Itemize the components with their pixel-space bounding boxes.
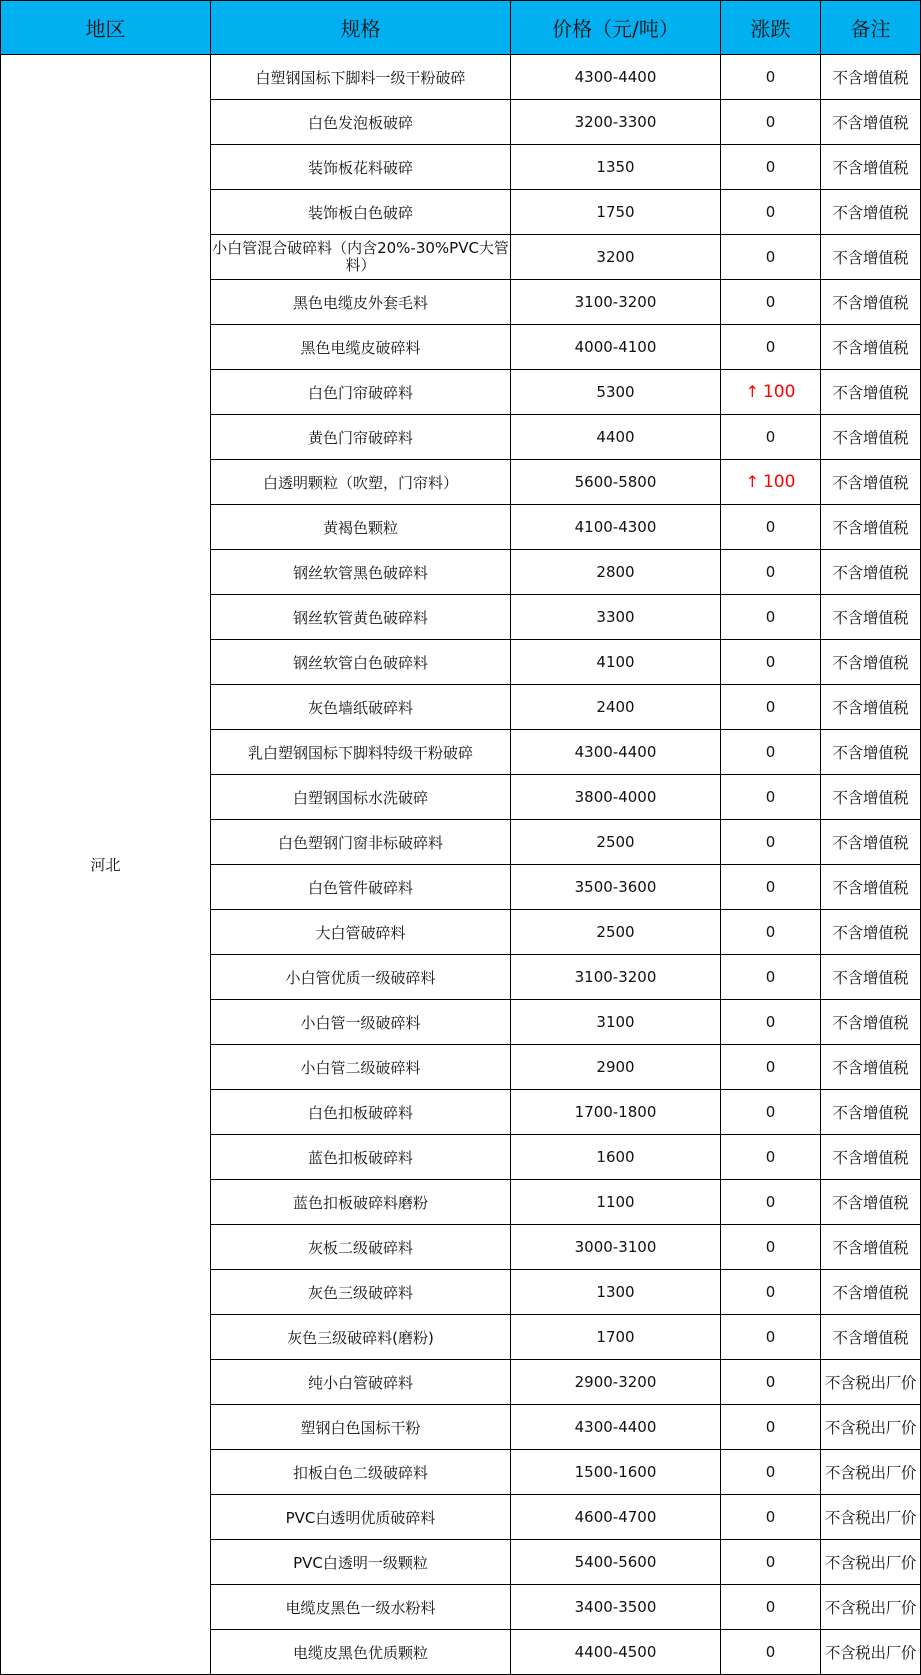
- note-cell: 不含增值税: [821, 910, 921, 955]
- note-cell: 不含增值税: [821, 1135, 921, 1180]
- change-cell: 0: [721, 1000, 821, 1045]
- price-cell: 1100: [511, 1180, 721, 1225]
- note-cell: 不含税出厂价: [821, 1450, 921, 1495]
- change-cell: 0: [721, 415, 821, 460]
- note-cell: 不含增值税: [821, 55, 921, 100]
- change-cell: [721, 460, 821, 505]
- note-cell: 不含税出厂价: [821, 1540, 921, 1585]
- spec-cell: 白色塑钢门窗非标破碎料: [211, 820, 511, 865]
- note-cell: 不含增值税: [821, 190, 921, 235]
- note-cell: 不含增值税: [821, 730, 921, 775]
- price-cell: 5400-5600: [511, 1540, 721, 1585]
- change-cell: 0: [721, 775, 821, 820]
- change-cell: 0: [721, 730, 821, 775]
- spec-cell: 黄色门帘破碎料: [211, 415, 511, 460]
- change-cell: 0: [721, 1180, 821, 1225]
- note-cell: 不含税出厂价: [821, 1630, 921, 1675]
- note-cell: 不含税出厂价: [821, 1360, 921, 1405]
- price-cell: 3800-4000: [511, 775, 721, 820]
- change-cell: 0: [721, 955, 821, 1000]
- price-cell: 1350: [511, 145, 721, 190]
- spec-cell: 小白管一级破碎料: [211, 1000, 511, 1045]
- change-cell: 0: [721, 145, 821, 190]
- note-cell: 不含增值税: [821, 1180, 921, 1225]
- price-cell: 4300-4400: [511, 1405, 721, 1450]
- header-spec: 规格: [211, 1, 511, 55]
- note-cell: 不含增值税: [821, 370, 921, 415]
- change-cell: 0: [721, 1315, 821, 1360]
- note-cell: 不含增值税: [821, 595, 921, 640]
- price-cell: 3200: [511, 235, 721, 280]
- spec-cell: 白塑钢国标下脚料一级干粉破碎: [211, 55, 511, 100]
- price-cell: 3300: [511, 595, 721, 640]
- change-cell: 0: [721, 685, 821, 730]
- spec-cell: 白色扣板破碎料: [211, 1090, 511, 1135]
- note-cell: 不含增值税: [821, 280, 921, 325]
- note-cell: 不含增值税: [821, 505, 921, 550]
- change-cell: 0: [721, 1495, 821, 1540]
- spec-cell: 小白管二级破碎料: [211, 1045, 511, 1090]
- spec-cell: 小白管优质一级破碎料: [211, 955, 511, 1000]
- spec-cell: 白色管件破碎料: [211, 865, 511, 910]
- price-cell: 1300: [511, 1270, 721, 1315]
- spec-cell: 灰板二级破碎料: [211, 1225, 511, 1270]
- price-cell: 4300-4400: [511, 55, 721, 100]
- change-value: 100: [762, 472, 796, 492]
- note-cell: 不含增值税: [821, 415, 921, 460]
- price-cell: 2500: [511, 910, 721, 955]
- header-price: 价格（元/吨）: [511, 1, 721, 55]
- note-cell: 不含增值税: [821, 550, 921, 595]
- change-cell: 0: [721, 505, 821, 550]
- change-cell: 0: [721, 325, 821, 370]
- price-cell: 5300: [511, 370, 721, 415]
- note-cell: 不含增值税: [821, 235, 921, 280]
- price-cell: 3500-3600: [511, 865, 721, 910]
- change-cell: 0: [721, 1225, 821, 1270]
- note-cell: 不含增值税: [821, 1045, 921, 1090]
- up-arrow-icon: ↑: [745, 382, 759, 401]
- note-cell: 不含增值税: [821, 145, 921, 190]
- spec-cell: PVC白透明一级颗粒: [211, 1540, 511, 1585]
- spec-cell: 扣板白色二级破碎料: [211, 1450, 511, 1495]
- spec-cell: 塑钢白色国标干粉: [211, 1405, 511, 1450]
- spec-cell: 装饰板花料破碎: [211, 145, 511, 190]
- price-cell: 2800: [511, 550, 721, 595]
- price-cell: 4600-4700: [511, 1495, 721, 1540]
- price-cell: 4000-4100: [511, 325, 721, 370]
- note-cell: 不含税出厂价: [821, 1405, 921, 1450]
- spec-cell: 纯小白管破碎料: [211, 1360, 511, 1405]
- note-cell: 不含增值税: [821, 1090, 921, 1135]
- change-cell: 0: [721, 550, 821, 595]
- note-cell: 不含增值税: [821, 460, 921, 505]
- spec-cell: 白色发泡板破碎: [211, 100, 511, 145]
- region-cell: 河北: [1, 55, 211, 1675]
- note-cell: 不含增值税: [821, 1225, 921, 1270]
- change-cell: 0: [721, 1270, 821, 1315]
- price-cell: 2500: [511, 820, 721, 865]
- price-cell: 2900-3200: [511, 1360, 721, 1405]
- spec-cell: 白塑钢国标水洗破碎: [211, 775, 511, 820]
- price-cell: 4300-4400: [511, 730, 721, 775]
- price-cell: 1600: [511, 1135, 721, 1180]
- note-cell: 不含增值税: [821, 865, 921, 910]
- spec-cell: 灰色墙纸破碎料: [211, 685, 511, 730]
- price-cell: 3100-3200: [511, 955, 721, 1000]
- note-cell: 不含增值税: [821, 820, 921, 865]
- note-cell: 不含增值税: [821, 1315, 921, 1360]
- price-cell: 2900: [511, 1045, 721, 1090]
- change-cell: 0: [721, 1135, 821, 1180]
- spec-cell: 小白管混合破碎料（内含20%-30%PVC大管料）: [211, 235, 511, 280]
- price-cell: 1700: [511, 1315, 721, 1360]
- table-body: [1, 55, 921, 1675]
- note-cell: 不含增值税: [821, 640, 921, 685]
- change-cell: 0: [721, 1630, 821, 1675]
- change-cell: 0: [721, 1090, 821, 1135]
- change-cell: 0: [721, 1045, 821, 1090]
- price-cell: 5600-5800: [511, 460, 721, 505]
- header-change: 涨跌: [721, 1, 821, 55]
- price-cell: 3100: [511, 1000, 721, 1045]
- change-cell: 0: [721, 1405, 821, 1450]
- note-cell: 不含增值税: [821, 775, 921, 820]
- price-cell: 3400-3500: [511, 1585, 721, 1630]
- change-cell: 0: [721, 190, 821, 235]
- note-cell: 不含增值税: [821, 1270, 921, 1315]
- spec-cell: 钢丝软管黄色破碎料: [211, 595, 511, 640]
- note-cell: 不含增值税: [821, 685, 921, 730]
- note-cell: 不含税出厂价: [821, 1495, 921, 1540]
- spec-cell: PVC白透明优质破碎料: [211, 1495, 511, 1540]
- price-cell: 1750: [511, 190, 721, 235]
- price-cell: 1500-1600: [511, 1450, 721, 1495]
- price-cell: 4400: [511, 415, 721, 460]
- note-cell: 不含税出厂价: [821, 1585, 921, 1630]
- spec-cell: 蓝色扣板破碎料磨粉: [211, 1180, 511, 1225]
- spec-cell: 大白管破碎料: [211, 910, 511, 955]
- price-cell: 3100-3200: [511, 280, 721, 325]
- table-row: [1, 55, 921, 100]
- spec-cell: 装饰板白色破碎: [211, 190, 511, 235]
- price-cell: 4100: [511, 640, 721, 685]
- spec-cell: 白色门帘破碎料: [211, 370, 511, 415]
- price-cell: 2400: [511, 685, 721, 730]
- change-cell: 0: [721, 100, 821, 145]
- note-cell: 不含增值税: [821, 955, 921, 1000]
- change-cell: 0: [721, 865, 821, 910]
- spec-cell: 电缆皮黑色优质颗粒: [211, 1630, 511, 1675]
- change-cell: 0: [721, 1360, 821, 1405]
- header-region: 地区: [1, 1, 211, 55]
- change-cell: 0: [721, 1540, 821, 1585]
- spec-cell: 黑色电缆皮破碎料: [211, 325, 511, 370]
- change-cell: 0: [721, 55, 821, 100]
- change-cell: 0: [721, 235, 821, 280]
- up-arrow-icon: ↑: [745, 472, 759, 491]
- note-cell: 不含增值税: [821, 1000, 921, 1045]
- spec-cell: 白透明颗粒（吹塑，门帘料）: [211, 460, 511, 505]
- change-cell: 0: [721, 910, 821, 955]
- table-header-row: [1, 1, 921, 55]
- price-cell: 1700-1800: [511, 1090, 721, 1135]
- change-cell: 0: [721, 280, 821, 325]
- price-cell: 3000-3100: [511, 1225, 721, 1270]
- spec-cell: 黑色电缆皮外套毛料: [211, 280, 511, 325]
- spec-cell: 钢丝软管黑色破碎料: [211, 550, 511, 595]
- change-cell: 0: [721, 1585, 821, 1630]
- change-value: 100: [762, 382, 796, 402]
- note-cell: 不含增值税: [821, 100, 921, 145]
- price-cell: 4400-4500: [511, 1630, 721, 1675]
- change-cell: 0: [721, 640, 821, 685]
- change-cell: 0: [721, 820, 821, 865]
- spec-cell: 蓝色扣板破碎料: [211, 1135, 511, 1180]
- change-cell: [721, 370, 821, 415]
- spec-cell: 灰色三级破碎料: [211, 1270, 511, 1315]
- spec-cell: 电缆皮黑色一级水粉料: [211, 1585, 511, 1630]
- note-cell: 不含增值税: [821, 325, 921, 370]
- spec-cell: 黄褐色颗粒: [211, 505, 511, 550]
- change-cell: 0: [721, 1450, 821, 1495]
- change-cell: 0: [721, 595, 821, 640]
- spec-cell: 灰色三级破碎料(磨粉): [211, 1315, 511, 1360]
- price-cell: 4100-4300: [511, 505, 721, 550]
- header-note: 备注: [821, 1, 921, 55]
- spec-cell: 钢丝软管白色破碎料: [211, 640, 511, 685]
- price-cell: 3200-3300: [511, 100, 721, 145]
- spec-cell: 乳白塑钢国标下脚料特级干粉破碎: [211, 730, 511, 775]
